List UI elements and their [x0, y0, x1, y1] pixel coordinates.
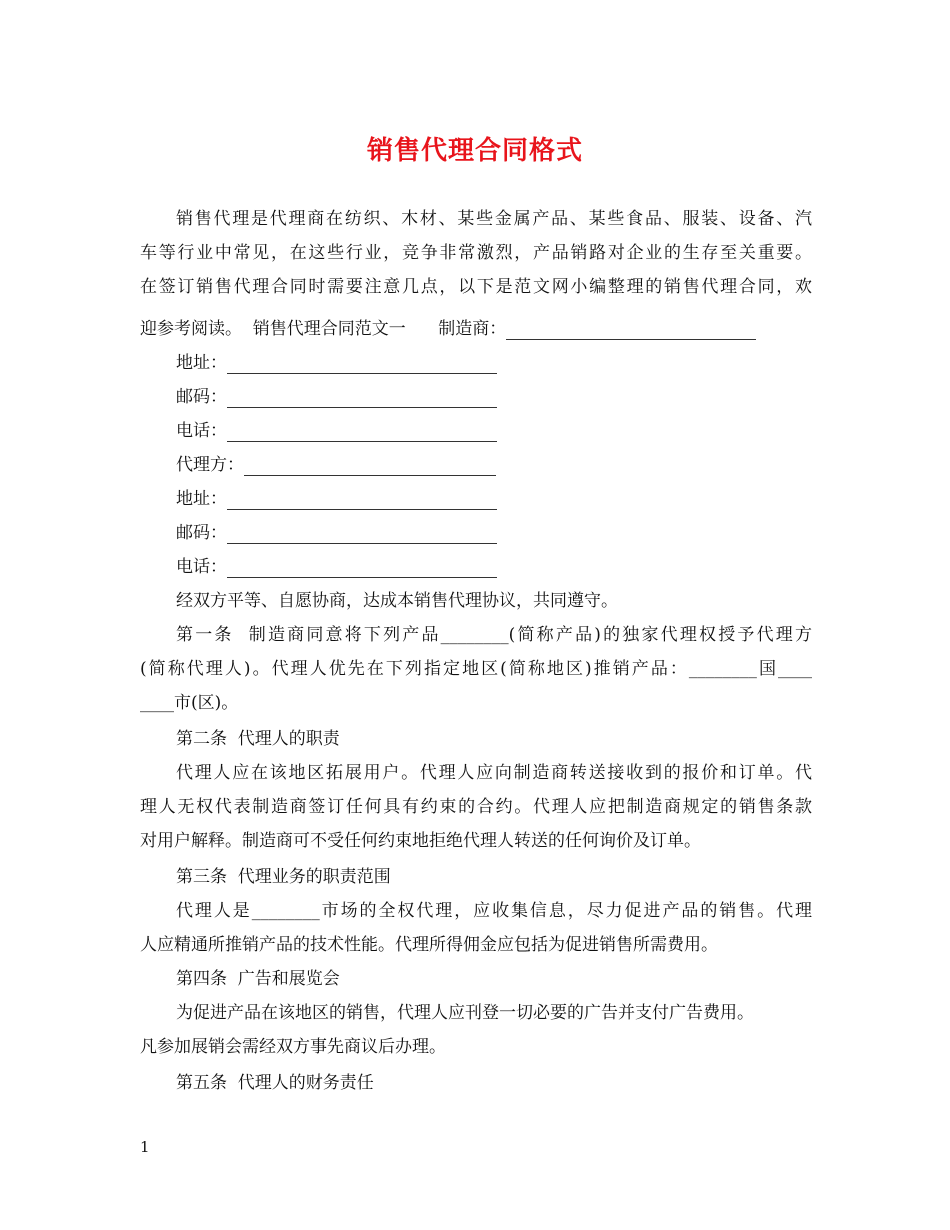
postcode-field	[176, 386, 497, 408]
postcode-blank	[227, 391, 497, 408]
intro-line-3: 在签订销售代理合同时需要注意几点，以下是范文网小编整理的销售代理合同，欢	[140, 277, 812, 297]
article-4-line-1: 为促进产品在该地区的销售，代理人应刊登一切必要的广告并支付广告费用。	[176, 1003, 754, 1023]
agent-phone-field	[176, 556, 497, 578]
agent-field	[176, 454, 496, 476]
agent-blank	[244, 459, 496, 476]
article-2-heading: 第二条 代理人的职责	[176, 729, 340, 749]
article-1-line-3: ____市(区)。	[140, 693, 239, 713]
article-3-line-2: 人应精通所推销产品的技术性能。代理所得佣金应包括为促进销售所需费用。	[140, 935, 718, 955]
article-1-line-2: (简称代理人)。代理人优先在下列指定地区(简称地区)推销产品：________国____	[140, 659, 812, 679]
article-4-line-2: 凡参加展销会需经双方事先商议后办理。	[140, 1037, 446, 1057]
article-3-heading: 第三条 代理业务的职责范围	[176, 867, 391, 887]
article-5-heading: 第五条 代理人的财务责任	[176, 1073, 374, 1093]
agent-address-blank	[227, 493, 497, 510]
postcode-label: 邮码：	[176, 387, 227, 407]
address-field	[176, 352, 497, 374]
phone-field	[176, 420, 497, 442]
agent-postcode-field	[176, 522, 497, 544]
phone-blank	[227, 425, 497, 442]
article-4-heading: 第四条 广告和展览会	[176, 969, 340, 989]
article-1-line-1: 第一条 制造商同意将下列产品________(简称产品)的独家代理权授予代理方	[176, 625, 812, 645]
agent-label: 代理方：	[176, 455, 244, 475]
agent-address-field	[176, 488, 497, 510]
article-2-line-3: 对用户解释。制造商可不受任何约束地拒绝代理人转送的任何询价及订单。	[140, 831, 701, 851]
page-number: 1	[140, 1138, 150, 1156]
address-blank	[227, 357, 497, 374]
intro-line-1: 销售代理是代理商在纺织、木材、某些金属产品、某些食品、服装、设备、汽	[176, 209, 812, 229]
intro-line-4	[140, 318, 812, 340]
manufacturer-label: 迎参考阅读。 销售代理合同范文一 制造商：	[140, 319, 507, 339]
intro-line-2: 车等行业中常见，在这些行业，竞争非常激烈，产品销路对企业的生存至关重要。	[140, 243, 812, 263]
article-2-line-2: 理人无权代表制造商签订任何具有约束的合约。代理人应把制造商规定的销售条款	[140, 797, 812, 817]
agent-phone-blank	[227, 561, 497, 578]
agent-postcode-blank	[227, 527, 497, 544]
agent-phone-label: 电话：	[176, 557, 227, 577]
manufacturer-blank	[506, 323, 756, 340]
agent-address-label: 地址：	[176, 489, 227, 509]
article-3-line-1: 代理人是________市场的全权代理，应收集信息，尽力促进产品的销售。代理	[176, 901, 812, 921]
agent-postcode-label: 邮码：	[176, 523, 227, 543]
phone-label: 电话：	[176, 421, 227, 441]
agreement-text: 经双方平等、自愿协商，达成本销售代理协议，共同遵守。	[176, 591, 618, 611]
article-2-line-1: 代理人应在该地区拓展用户。代理人应向制造商转送接收到的报价和订单。代	[176, 763, 812, 783]
page-title: 销售代理合同格式	[366, 136, 583, 166]
address-label: 地址：	[176, 353, 227, 373]
